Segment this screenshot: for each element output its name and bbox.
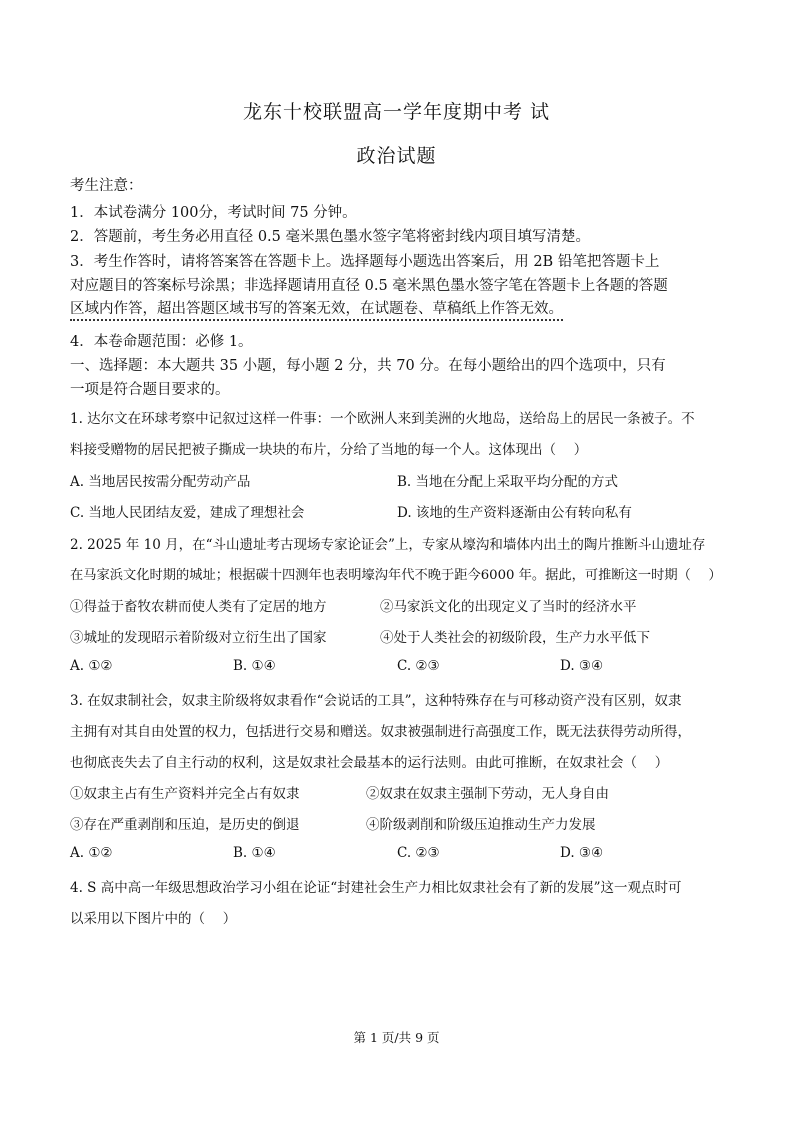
notice-item-3: 3．考生作答时，请将答案答在答题卡上。选择题每小题选出答案后，用 2B 铅笔把答题卡上 (70, 254, 660, 270)
q2-statement-3: ③城址的发现昭示着阶级对立衍生出了国家 (70, 630, 327, 646)
q3-option-a: A. ①② (70, 845, 113, 861)
section-heading: 一、选择题：本大题共 35 小题，每小题 2 分，共 70 分。在每小题给出的四个选项中，只有 (70, 358, 666, 374)
q3-option-c: C. ②③ (397, 845, 440, 861)
notice-heading: 考生注意： (70, 178, 143, 194)
q2-line-2: 在马家浜文化时期的城址；根据碳十四测年也表明壕沟年代不晚于距今6000 年。据此，可推断这一时期（ ） (70, 568, 722, 583)
q1-option-a: A. 当地居民按需分配劳动产品 (70, 474, 251, 490)
notice-item-3-cont-1: 对应题目的答案标号涂黑；非选择题请用直径 0.5 毫米黑色墨水签字笔在答题卡上各题的答题 (70, 278, 668, 294)
q3-option-b: B. ①④ (233, 845, 276, 861)
q3-statement-4: ④阶级剥削和阶级压迫推动生产力发展 (366, 817, 596, 833)
notice-item-1: 1．本试卷满分 100分，考试时间 75 分钟。 (70, 205, 357, 221)
q1-line-1: 1. 达尔文在环球考察中记叙过这样一件事：一个欧洲人来到美洲的火地岛，送给岛上的居民一条被子。不 (70, 411, 695, 427)
q2-option-a: A. ①② (70, 658, 113, 674)
notice-item-3-cont-2 (70, 297, 563, 318)
section-heading-cont: 一项是符合题目要求的。 (70, 382, 230, 398)
q3-option-d: D. ③④ (560, 845, 604, 861)
q2-line-1: 2. 2025 年 10 月，在“斗山遗址考古现场专家论证会”上，专家从壕沟和墙体内出土的陶片推断斗山遗址存 (70, 537, 706, 553)
exam-subtitle: 政治试题 (356, 145, 437, 167)
page-footer: 第 1 页/共 9 页 (353, 1030, 440, 1045)
q2-option-c: C. ②③ (397, 658, 440, 674)
notice-emphasis: 区域内作答，超出答题区域书写的答案无效，在试题卷、草稿纸上作答无效。 (70, 301, 563, 321)
q3-statement-1: ①奴隶主占有生产资料并完全占有奴隶 (70, 786, 300, 802)
q2-statement-1: ①得益于畜牧农耕而使人类有了定居的地方 (70, 599, 327, 615)
exam-title: 龙东十校联盟高一学年度期中考 试 (242, 101, 551, 123)
q4-line-1: 4. S 高中高一年级思想政治学习小组在论证“封建社会生产力相比奴隶社会有了新的发展”这一观点时可 (70, 880, 682, 896)
q3-statement-3: ③存在严重剥削和压迫，是历史的倒退 (70, 817, 300, 833)
notice-item-4: 4．本卷命题范围：必修 1。 (70, 334, 253, 350)
notice-item-2: 2．答题前，考生务必用直径 0.5 毫米黑色墨水签字笔将密封线内项目填写清楚。 (70, 229, 591, 245)
q3-line-2: 主拥有对其自由处置的权力，包括进行交易和赠送。奴隶被强制进行高强度工作，既无法获得劳动所得， (70, 724, 691, 740)
q3-line-1: 3. 在奴隶制社会，奴隶主阶级将奴隶看作“会说话的工具”，这种特殊存在与可移动资产没有区别，奴隶 (70, 693, 682, 709)
q1-option-d: D. 该地的生产资料逐渐由公有转向私有 (397, 505, 632, 521)
q2-option-b: B. ①④ (233, 658, 276, 674)
q4-line-2: 以采用以下图片中的（ ） (70, 911, 237, 927)
q3-statement-2: ②奴隶在奴隶主强制下劳动，无人身自由 (366, 786, 609, 802)
q1-option-c: C. 当地人民团结友爱，建成了理想社会 (70, 505, 305, 521)
q2-option-d: D. ③④ (560, 658, 604, 674)
q1-option-b: B. 当地在分配上采取平均分配的方式 (397, 474, 619, 490)
q2-statement-2: ②马家浜文化的出现定义了当时的经济水平 (380, 599, 637, 615)
q2-statement-4: ④处于人类社会的初级阶段，生产力水平低下 (380, 630, 650, 646)
q3-line-3: 也彻底丧失去了自主行动的权利，这是奴隶社会最基本的运行法则。由此可推断，在奴隶社会（ ） (70, 755, 669, 771)
q1-line-2: 料接受赠物的居民把被子撕成一块块的布片，分给了当地的每一个人。这体现出（ ） (70, 442, 588, 458)
